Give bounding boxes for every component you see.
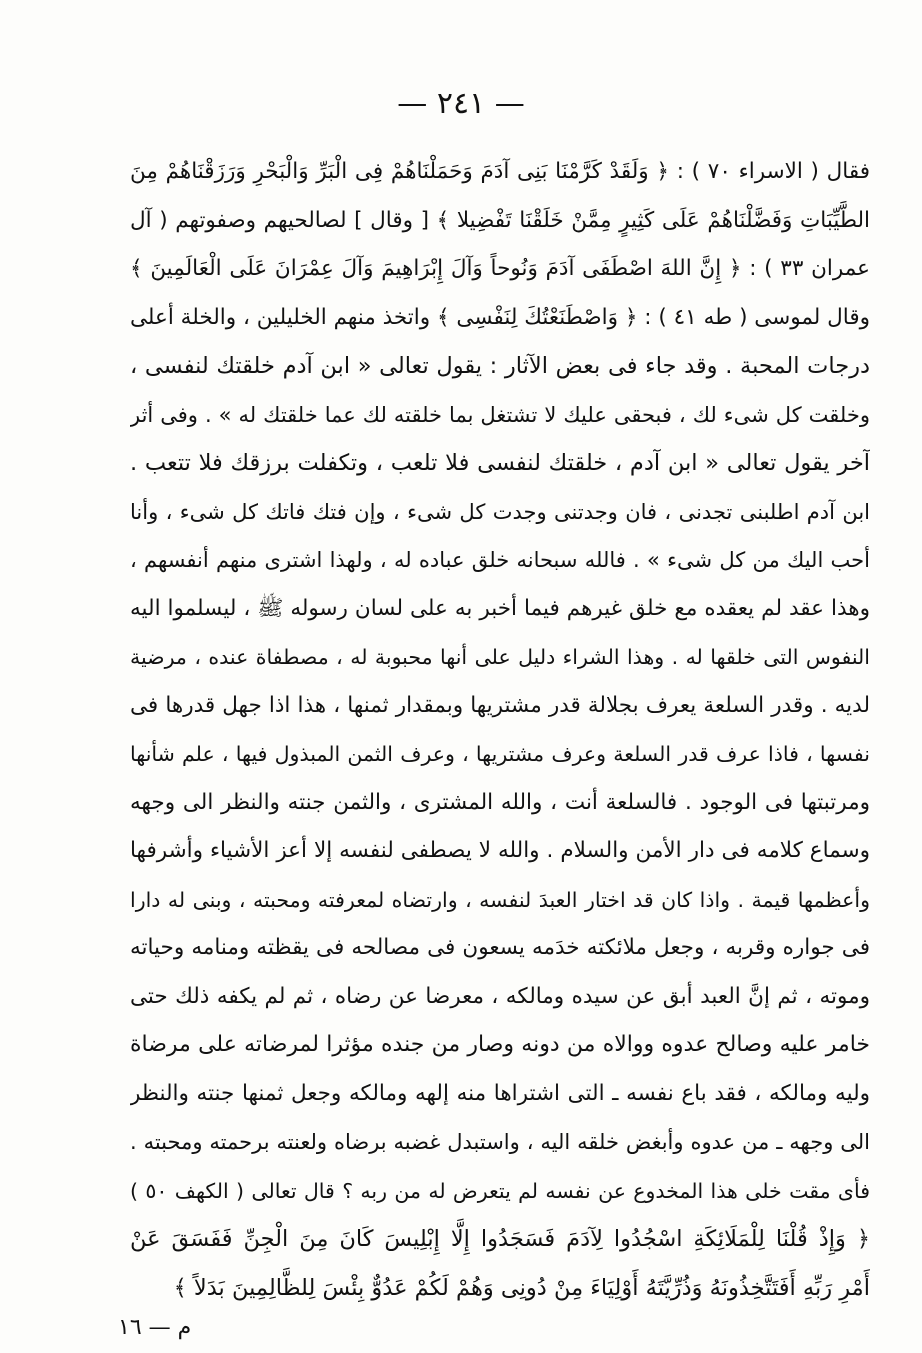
text-line: وسماع كلامه فى دار الأمن والسلام . والله لا يصطفى لنفسه إلا أعز الأشياء وأشرفها	[130, 838, 870, 863]
text-line: وموته ، ثم إنَّ العبد أبق عن سيده ومالكه ، معرضا عن رضاه ، ثم لم يكفه ذلك حتى	[130, 983, 870, 1009]
text-line: خامر عليه وصالح عدوه ووالاه من دونه وصار من جنده مؤثرا لمرضاته على مرضاة	[130, 1032, 870, 1057]
text-line: ابن آدم اطلبنى تجدنى ، فان وجدتنى وجدت كل شىء ، وإن فتك فاتك كل شىء ، وأنا	[130, 499, 870, 524]
text-line: أحب اليك من كل شىء » . فالله سبحانه خلق عباده له ، ولهذا اشترى منهم أنفسهم ،	[130, 548, 870, 572]
text-line: نفسها ، فاذا عرف قدر السلعة وعرف مشتريها ، وعرف الثمن المبذول فيها ، علم شأنها	[130, 742, 870, 766]
page-number: — ٢٤١ —	[397, 86, 525, 121]
text-line: أَمْرِ رَبِّهِ أَفَتَتَّخِذُونَهُ وَذُرِّيَّتَهُ أَوْلِيَاءَ مِنْ دُونِى وَهُمْ لَكُمْ عَدُوٌّ بِئْسَ لِلظَّالِمِينَ بَدَلاً ﴾	[173, 1274, 870, 1301]
body-text	[130, 148, 870, 1312]
text-line: ﴿ وَإِذْ قُلْنَا لِلْمَلَائِكَةِ اسْجُدُوا لِآدَمَ فَسَجَدُوا إِلَّا إِبْلِيسَ كَانَ مِنَ الْجِنِّ فَفَسَقَ عَنْ	[130, 1226, 870, 1252]
text-line: الطَّيِّبَاتِ وَفَضَّلْنَاهُمْ عَلَى كَثِيرٍ مِمَّنْ خَلَقْنَا تَفْضِيلا ﴾ [ وقال ] لصالحيهم وصفوتهم ( آل	[130, 207, 870, 233]
signature-mark: م — ١٦	[118, 1315, 192, 1340]
text-line: الى وجهه ـ من عدوه وأبغض خلقه اليه ، واستبدل غضبه برضاه ولعنته برحمته ومحبته .	[130, 1130, 870, 1154]
text-line: وهذا عقد لم يعقده مع خلق غيرهم فيما أخبر به على لسان رسوله ﷺ ، ليسلموا اليه	[130, 595, 870, 621]
text-line: فقال ( الاسراء ٧٠ ) : ﴿ وَلَقَدْ كَرَّمْنَا بَنِى آدَمَ وَحَمَلْنَاهُمْ فِى الْبَرِّ وَالْبَحْرِ وَرَزَقْنَاهُمْ مِنَ	[130, 159, 870, 184]
text-line: آخر يقول تعالى « ابن آدم ، خلقتك لنفسى فلا تلعب ، وتكفلت برزقك فلا تتعب .	[130, 450, 870, 476]
text-line: فى جواره وقربه ، وجعل ملائكته خدَمه يسعون فى مصالحه فى يقظته ومنامه وحياته	[130, 935, 870, 960]
text-line: فأى مقت خلى هذا المخدوع عن نفسه لم يتعرض له من ربه ؟ قال تعالى ( الكهف ٥٠ )	[130, 1178, 870, 1203]
text-line: النفوس التى خلقها له . وهذا الشراء دليل على أنها محبوبة له ، مصطفاة عنده ، مرضية	[130, 645, 870, 669]
text-line: وخلقت كل شىء لك ، فبحقى عليك لا تشتغل بما خلقته لك عما خلقتك له » . وفى أثر	[130, 402, 870, 427]
text-line: وقال لموسى ( طه ٤١ ) : ﴿ وَاصْطَنَعْتُكَ لِنَفْسِى ﴾ واتخذ منهم الخليلين ، والخلة أعلى	[130, 304, 870, 330]
text-line: وأعظمها قيمة . واذا كان قد اختار العبدَ لنفسه ، وارتضاه لمعرفته ومحبته ، وبنى له دارا	[130, 887, 870, 912]
text-line: لديه . وقدر السلعة يعرف بجلالة قدر مشتريها وبمقدار ثمنها ، هذا اذا جهل قدرها فى	[130, 692, 870, 718]
text-line: درجات المحبة . وقد جاء فى بعض الآثار : يقول تعالى « ابن آدم خلقتك لنفسى ،	[130, 353, 870, 379]
text-line: ومرتبتها فى الوجود . فالسلعة أنت ، والله المشترى ، والثمن جنته والنظر الى وجهه	[130, 789, 870, 815]
text-line: عمران ٣٣ ) : ﴿ إِنَّ اللهَ اصْطَفَى آدَمَ وَنُوحاً وَآلَ إِبْرَاهِيمَ وَآلَ عِمْرَانَ عَلَى الْعَالَمِينَ ﴾	[130, 256, 870, 281]
text-line: وليه ومالكه ، فقد باع نفسه ـ التى اشتراها منه إلهه ومالكه وجعل ثمنها جنته والنظر	[130, 1080, 870, 1106]
